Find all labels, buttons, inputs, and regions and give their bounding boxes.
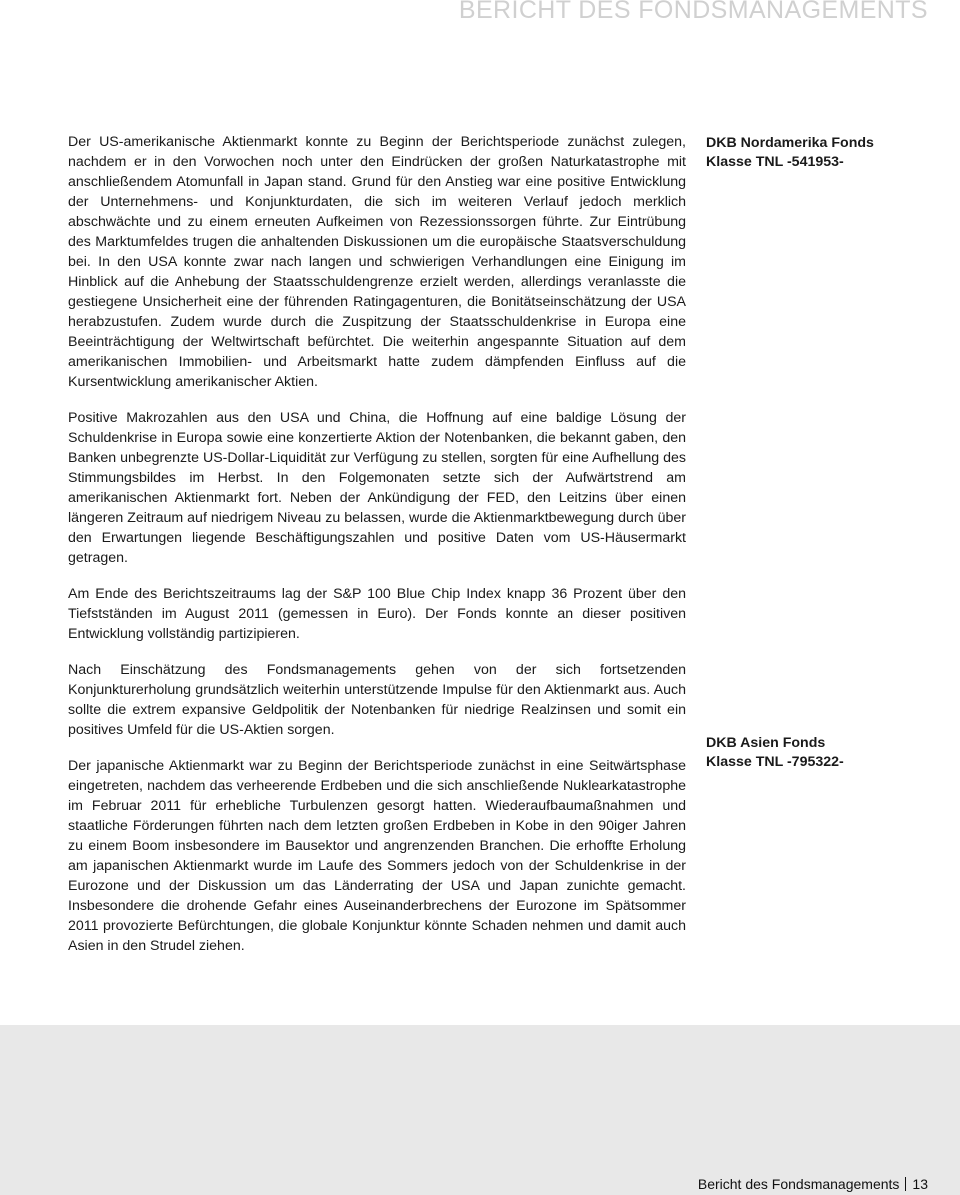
footer-band [0, 1025, 960, 1195]
paragraph-outlook: Nach Einschätzung des Fondsmanagements gehen von der sich fortsetzenden Konjunkturerholung grundsätzlich weiterhin unterstützende Impulse für den Aktienmarkt aus. Auch sollte die extrem expansive Geldpolitik der Notenbanken für niedrige Realzinsen und somit ein positives Umfeld für die US-Aktien sorgen. [68, 662, 686, 738]
paragraph-us-market: Der US-amerikanische Aktienmarkt konnte zu Beginn der Berichtsperiode zunächst zulegen, nachdem er in den Vorwochen noch unter den Eindrücken der großen Naturkatastrophe mit anschließendem Atomunfall in Japan stand. Grund für den Anstieg war eine positive Entwicklung der Unternehmens- und Konjunkturdaten, die sich im weiteren Verlauf jedoch merklich abschwächte und zu einem erneuten Aufkeimen von Rezessionssorgen führte. Zur Eintrübung des Marktumfeldes trugen die anhaltenden Diskussionen um die europäische Staatsverschuldung bei. In den USA konnte zwar nach langen und schwierigen Verhandlungen eine Einigung im Hinblick auf die Anhebung der Staatsschuldengrenze erzielt werden, allerdings veranlasste die gestiegene Unsicherheit eine der führenden Ratingagenturen, die Bonitätseinschätzung der USA herabzustufen. Zudem wurde durch die Zuspitzung der Staatsschuldenkrise in Europa eine Beeinträchtigung der Weltwirtschaft befürchtet. Die weiterhin angespannte Situation auf dem amerikanischen Immobilien- und Arbeitsmarkt hatte zudem dämpfenden Einfluss auf die Kursentwicklung amerikanischer Aktien. [68, 134, 686, 390]
fund-label-asien [706, 734, 946, 772]
paragraph-macro-data: Positive Makrozahlen aus den USA und China, die Hoffnung auf eine baldige Lösung der Schuldenkrise in Europa sowie eine konzertierte Aktion der Notenbanken, die bekannt gaben, den Banken unbegrenzte US-Dollar-Liquidität zur Verfügung zu stellen, sorgten für eine Aufhellung des Stimmungsbildes im Herbst. In den Folgemonaten setzte sich der Aufwärtstrend am amerikanischen Aktienmarkt fort. Neben der Ankündigung der FED, den Leitzins über einen längeren Zeitraum auf niedrigem Niveau zu belassen, wurde die Aktienmarktbewegung durch über den Erwartungen liegende Beschäftigungszahlen und positive Daten vom US-Häusermarkt getragen. [68, 410, 686, 566]
fund-class: Klasse TNL -541953- [706, 154, 844, 170]
paragraph-japan-market: Der japanische Aktienmarkt war zu Beginn der Berichtsperiode zunächst in eine Seitwärtsphase eingetreten, nachdem das verheerende Erdbeben und die sich anschließende Nuklearkatastrophe im Februar 2011 für erhebliche Turbulenzen gesorgt hatten. Wiederaufbaumaßnahmen und staatliche Förderungen führten nach dem letzten großen Erdbeben in Kobe in den 90iger Jahren zu einem Boom insbesondere im Bausektor und angrenzenden Branchen. Die erhoffte Erholung am japanischen Aktienmarkt wurde im Laufe des Sommers jedoch von der Schuldenkrise in der Eurozone und der Diskussion um das Länderrating der USA und Japan zunichte gemacht. Insbesondere die drohende Gefahr eines Auseinanderbrechens der Eurozone im Spätsommer 2011 provozierte Befürchtungen, die globale Konjunktur könnte Schaden nehmen und damit auch Asien in den Strudel ziehen. [68, 758, 686, 954]
fund-label-nordamerika [706, 134, 946, 172]
report-body [68, 132, 686, 972]
page-header-title: BERICHT DES FONDSMANAGEMENTS [458, 0, 928, 24]
fund-name: DKB Asien Fonds [706, 735, 826, 751]
paragraph-index-performance: Am Ende des Berichtszeitraums lag der S&P 100 Blue Chip Index knapp 36 Prozent über den Tiefstständen im August 2011 (gemessen in Euro). Der Fonds konnte an dieser positiven Entwicklung vollständig partizipieren. [68, 586, 686, 642]
fund-class: Klasse TNL -795322- [706, 754, 844, 770]
page-number: 13 [912, 1176, 928, 1192]
footer-label: Bericht des Fondsmanagements [697, 1176, 900, 1192]
footer-separator [905, 1177, 906, 1191]
page-footer [698, 1176, 928, 1192]
fund-name: DKB Nordamerika Fonds [706, 135, 874, 151]
